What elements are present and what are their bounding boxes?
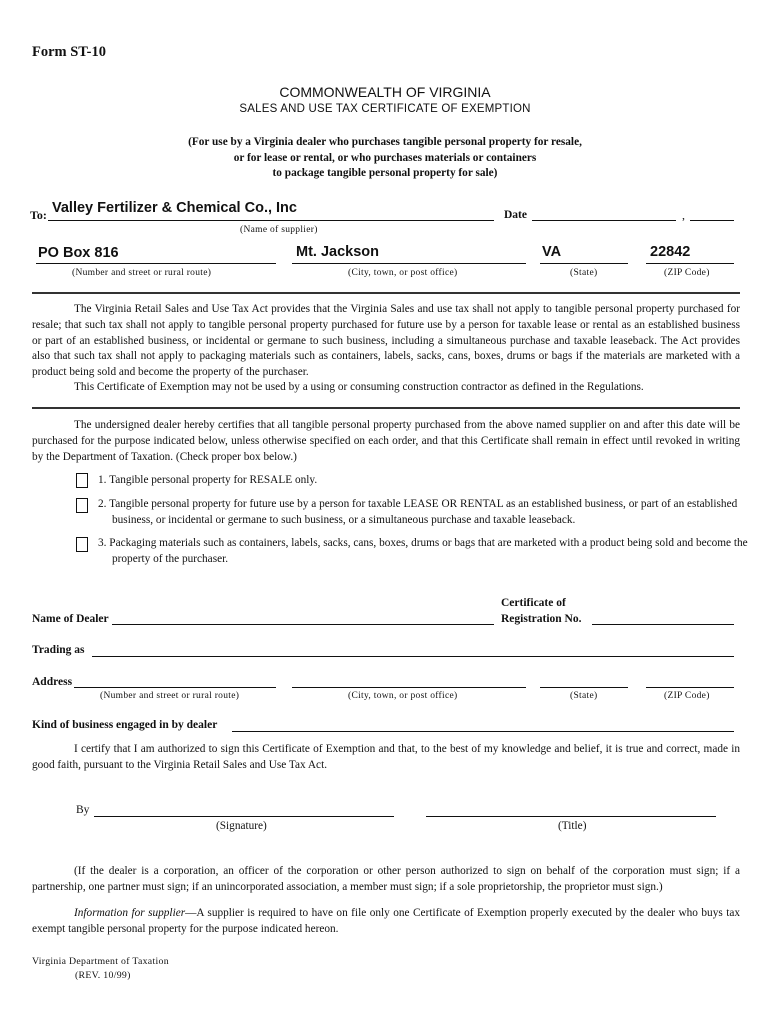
business-kind-label: Kind of business engaged in by dealer [32,719,218,731]
option-packaging-text: 3. Packaging materials such as containers, labels, sacks, cans, boxes, drums or bags that are marketed with a product being sold and become the property of the purchaser. [98,537,748,565]
business-kind-field[interactable] [232,731,734,732]
by-label: By [76,804,90,816]
option-lease-text: 2. Tangible personal property for future use by a person for taxable LEASE OR RENTAL as an established business, or part of an established business, or incidental or germane to such business, or a simultaneous purchase and taxable leaseback. [98,498,738,526]
cert-label-1: Certificate of [501,597,566,609]
footer-rev: (REV. 10/99) [75,970,131,981]
dealer-address-field[interactable] [74,687,276,688]
divider-2 [32,407,740,409]
act-paragraph: The Virginia Retail Sales and Use Tax Act provides that the Virginia Sales and use tax shall not apply to tangible personal property purchased for resale; that such tax shall not apply to tangible personal property purchased for future use by a person for taxable lease or rental as an established business or part of an established business, or incidental or germane to such business, including a simultaneous purchase and taxable leaseback. The Act provides also that such tax shall not apply to packaging materials such as containers, labels, sacks, cans, boxes, drums or bags if the materials are marketed with a product being sold and become the property of the purchaser. [32,303,740,379]
dealer-city-caption: (City, town, or post office) [348,691,458,701]
dealer-name-label: Name of Dealer [32,613,109,625]
act-note: This Certificate of Exemption may not be used by a using or consuming construction contractor as defined in the Regulations. [74,381,644,393]
form-id: Form ST-10 [32,44,106,60]
supplier-address-caption: (Number and street or rural route) [72,268,212,278]
title-caption: (Title) [558,820,587,832]
corporation-note: (If the dealer is a corporation, an officer of the corporation or other person authorized to sign on behalf of the corporation must sign; if a partnership, one partner must sign; if an unincorporated association, a member must sign; if a sole proprietorship, the proprietor must sign.) [32,865,740,893]
certify-paragraph: The undersigned dealer hereby certifies that all tangible personal property purchased from the above named supplier on and after this date will be purchased for the purpose indicated below, unless otherwise specified on each order, and that this Certificate shall remain in effect until revoked in writing by the Department of Taxation. (Check proper box below.) [32,419,740,463]
intro-line-2: or for lease or rental, or who purchases materials or containers [233,152,537,164]
date-label: Date [504,209,527,221]
dealer-address-caption: (Number and street or rural route) [100,691,240,701]
dealer-zip-field[interactable] [646,687,734,688]
dealer-zip-caption: (ZIP Code) [664,691,710,701]
supplier-info [32,906,740,938]
option-resale-text: 1. Tangible personal property for RESALE only. [98,474,318,486]
dealer-address-label: Address [32,676,73,688]
supplier-zip-value: 22842 [650,244,691,260]
footer-dept: Virginia Department of Taxation [32,956,169,967]
form-title: COMMONWEALTH OF VIRGINIA [279,84,491,100]
signature-caption: (Signature) [216,820,267,832]
title-field[interactable] [426,816,716,817]
lease-rental-checkbox[interactable] [76,498,88,513]
supplier-state-value: VA [542,244,562,260]
supplier-info-label: Information for supplier [74,907,186,919]
to-label: To: [30,208,47,222]
dealer-state-caption: (State) [570,691,598,701]
supplier-zip-caption: (ZIP Code) [664,268,710,278]
supplier-zip-field[interactable] [646,263,734,264]
resale-checkbox[interactable] [76,473,88,488]
supplier-name-value: Valley Fertilizer & Chemical Co., Inc [52,200,297,216]
registration-number-field[interactable] [592,624,734,625]
form-subtitle: SALES AND USE TAX CERTIFICATE OF EXEMPTION [239,103,531,115]
certify-sign-paragraph: I certify that I am authorized to sign this Certificate of Exemption and that, to the best of my knowledge and belief, it is true and correct, made in good faith, pursuant to the Virginia Retail Sales and Use Tax Act. [32,743,740,771]
dealer-city-field[interactable] [292,687,526,688]
supplier-address-value: PO Box 816 [38,245,119,261]
trading-as-field[interactable] [92,656,734,657]
date-field[interactable] [532,220,676,221]
supplier-city-caption: (City, town, or post office) [348,268,458,278]
trading-as-label: Trading as [32,644,85,656]
signature-field[interactable] [94,816,394,817]
date-separator: , [682,208,685,222]
intro-line-1: (For use by a Virginia dealer who purchases tangible personal property for resale, [188,136,582,148]
dealer-name-field[interactable] [112,624,494,625]
packaging-checkbox[interactable] [76,537,88,552]
date-year-field[interactable] [690,220,734,221]
supplier-city-field[interactable] [292,263,526,264]
supplier-name-field[interactable] [48,220,494,221]
cert-label-2: Registration No. [501,613,582,625]
supplier-info-text: —A supplier is required to have on file only one Certificate of Exemption properly executed by the dealer who buys tax exempt tangible personal property for the purpose indicated hereon. [32,907,740,935]
supplier-name-caption: (Name of supplier) [240,225,318,235]
supplier-address-field[interactable] [36,263,276,264]
supplier-city-value: Mt. Jackson [296,244,379,260]
supplier-state-field[interactable] [540,263,628,264]
intro-line-3: to package tangible personal property for sale) [272,167,498,179]
divider-1 [32,292,740,294]
supplier-state-caption: (State) [570,268,598,278]
dealer-state-field[interactable] [540,687,628,688]
